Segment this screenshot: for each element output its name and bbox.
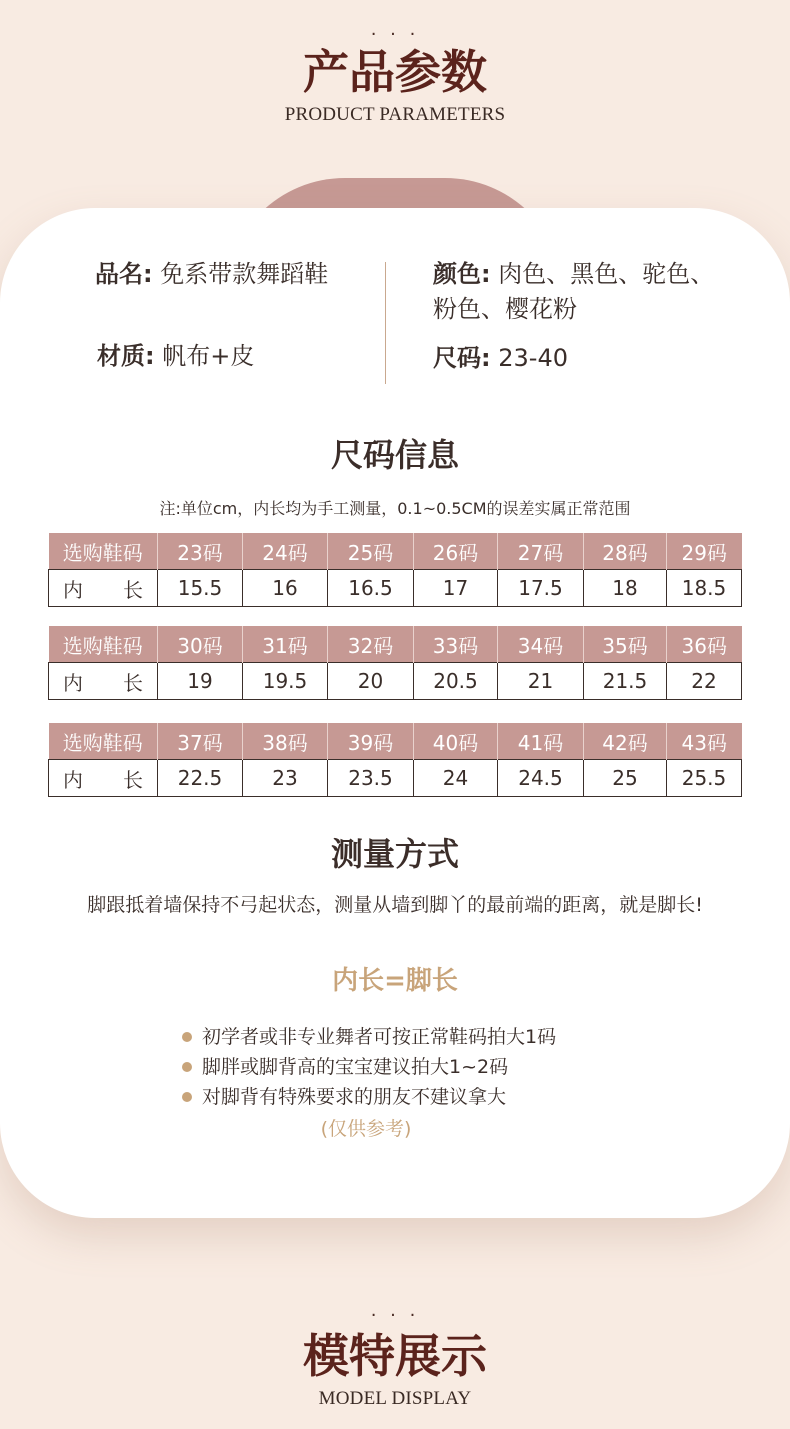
list-item: 对脚背有特殊要求的朋友不建议拿大 bbox=[182, 1082, 556, 1112]
size-cell: 42码 bbox=[584, 723, 667, 760]
size-cell: 29码 bbox=[667, 533, 742, 570]
param-color-value-1: 肉色、黑色、驼色、 bbox=[498, 260, 715, 288]
page-title: 产品参数 bbox=[303, 45, 487, 99]
length-cell: 17.5 bbox=[498, 570, 584, 607]
size-header-row bbox=[49, 723, 742, 760]
size-cell: 30码 bbox=[158, 626, 243, 663]
length-cell: 16 bbox=[243, 570, 328, 607]
param-size-value: 23-40 bbox=[498, 344, 568, 372]
length-cell: 20 bbox=[328, 663, 414, 700]
list-item: 初学者或非专业舞者可按正常鞋码拍大1码 bbox=[182, 1022, 556, 1052]
length-cell: 22 bbox=[667, 663, 742, 700]
tips-list bbox=[182, 1022, 556, 1112]
size-cell: 41码 bbox=[498, 723, 584, 760]
length-cell: 20.5 bbox=[414, 663, 498, 700]
param-material-label: 材质: bbox=[97, 342, 155, 370]
param-divider bbox=[385, 262, 386, 384]
length-cell: 17 bbox=[414, 570, 498, 607]
length-cell: 18.5 bbox=[667, 570, 742, 607]
bullet-dot-icon bbox=[182, 1032, 192, 1042]
length-cell: 18 bbox=[584, 570, 667, 607]
list-item: 脚胖或脚背高的宝宝建议拍大1~2码 bbox=[182, 1052, 556, 1082]
length-row-label: 内 长 bbox=[49, 570, 158, 607]
length-cell: 25.5 bbox=[667, 760, 742, 797]
length-cell: 23.5 bbox=[328, 760, 414, 797]
param-color-cont bbox=[433, 291, 577, 327]
length-row bbox=[49, 570, 742, 607]
size-cell: 39码 bbox=[328, 723, 414, 760]
param-size-label: 尺码: bbox=[433, 344, 491, 372]
model-display-subtitle: MODEL DISPLAY bbox=[318, 1388, 472, 1409]
size-table-2 bbox=[48, 626, 742, 700]
length-cell: 24 bbox=[414, 760, 498, 797]
measure-equation: 内长=脚长 bbox=[332, 966, 458, 996]
param-name-label: 品名: bbox=[95, 260, 153, 288]
size-cell: 32码 bbox=[328, 626, 414, 663]
size-cell: 38码 bbox=[243, 723, 328, 760]
bullet-dot-icon bbox=[182, 1092, 192, 1102]
measure-desc: 脚跟抵着墙保持不弓起状态，测量从墙到脚丫的最前端的距离，就是脚长! bbox=[87, 894, 703, 916]
size-cell: 37码 bbox=[158, 723, 243, 760]
size-cell: 24码 bbox=[243, 533, 328, 570]
size-cell: 27码 bbox=[498, 533, 584, 570]
header-dots: · · · bbox=[370, 24, 420, 45]
size-cell: 25码 bbox=[328, 533, 414, 570]
measure-title: 测量方式 bbox=[330, 835, 459, 873]
model-display-title: 模特展示 bbox=[303, 1329, 487, 1383]
size-header-label: 选购鞋码 bbox=[49, 533, 158, 570]
param-color-value-2: 粉色、樱花粉 bbox=[433, 295, 577, 323]
page-subtitle: PRODUCT PARAMETERS bbox=[284, 104, 506, 125]
size-table-1 bbox=[48, 533, 742, 607]
bullet-dot-icon bbox=[182, 1062, 192, 1072]
size-header-label: 选购鞋码 bbox=[49, 626, 158, 663]
size-cell: 28码 bbox=[584, 533, 667, 570]
length-cell: 19 bbox=[158, 663, 243, 700]
size-info-title: 尺码信息 bbox=[330, 436, 459, 474]
size-cell: 35码 bbox=[584, 626, 667, 663]
size-cell: 43码 bbox=[667, 723, 742, 760]
length-cell: 22.5 bbox=[158, 760, 243, 797]
param-size bbox=[433, 340, 568, 376]
size-cell: 36码 bbox=[667, 626, 742, 663]
param-material-value: 帆布+皮 bbox=[162, 342, 255, 370]
param-color bbox=[433, 256, 714, 292]
param-name-value: 免系带款舞蹈鞋 bbox=[160, 260, 329, 288]
size-cell: 34码 bbox=[498, 626, 584, 663]
length-row-label: 内 长 bbox=[49, 760, 158, 797]
size-cell: 40码 bbox=[414, 723, 498, 760]
reference-note: (仅供参考) bbox=[320, 1118, 412, 1140]
size-cell: 26码 bbox=[414, 533, 498, 570]
size-cell: 23码 bbox=[158, 533, 243, 570]
length-row bbox=[49, 760, 742, 797]
size-header-label: 选购鞋码 bbox=[49, 723, 158, 760]
length-cell: 21.5 bbox=[584, 663, 667, 700]
length-cell: 23 bbox=[243, 760, 328, 797]
size-note: 注:单位cm，内长均为手工测量，0.1~0.5CM的误差实属正常范围 bbox=[159, 499, 631, 518]
footer-dots: · · · bbox=[370, 1305, 420, 1326]
length-cell: 16.5 bbox=[328, 570, 414, 607]
length-row-label: 内 长 bbox=[49, 663, 158, 700]
size-cell: 33码 bbox=[414, 626, 498, 663]
param-material bbox=[97, 338, 254, 374]
length-cell: 21 bbox=[498, 663, 584, 700]
size-header-row bbox=[49, 533, 742, 570]
length-cell: 25 bbox=[584, 760, 667, 797]
size-cell: 31码 bbox=[243, 626, 328, 663]
length-row bbox=[49, 663, 742, 700]
length-cell: 24.5 bbox=[498, 760, 584, 797]
length-cell: 15.5 bbox=[158, 570, 243, 607]
param-color-label: 颜色: bbox=[433, 260, 491, 288]
length-cell: 19.5 bbox=[243, 663, 328, 700]
param-name bbox=[95, 256, 328, 292]
size-header-row bbox=[49, 626, 742, 663]
size-table-3 bbox=[48, 723, 742, 797]
